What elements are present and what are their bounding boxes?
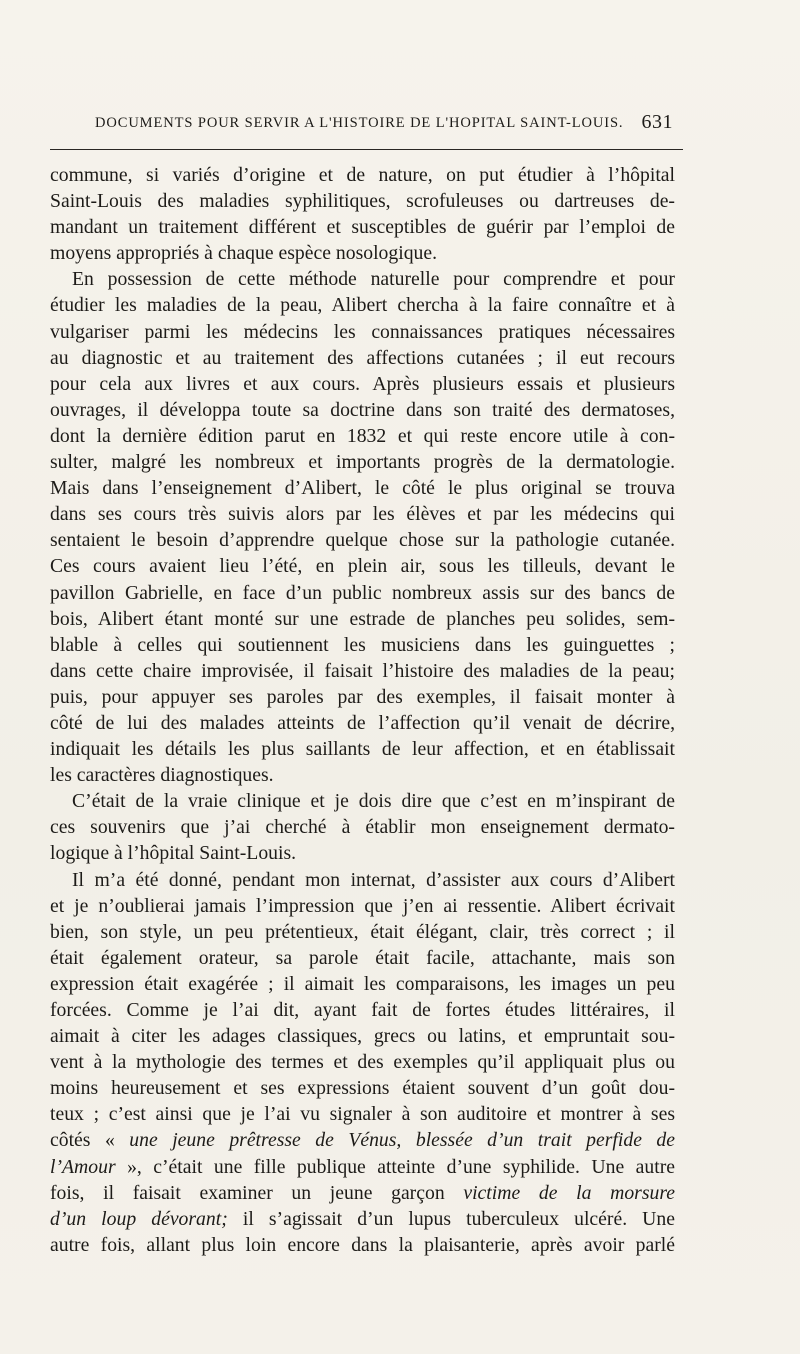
text-line: pour cela aux livres et aux cours. Après plusieurs essais et plusieurs: [50, 372, 675, 395]
text-line: autre fois, allant plus loin encore dans la plaisanterie, après avoir parlé: [50, 1233, 675, 1256]
text-line: étudier les maladies de la peau, Alibert chercha à la faire connaître et à: [50, 294, 675, 317]
italic-quote: victime de la morsure: [463, 1181, 675, 1204]
text-line: Saint-Louis des maladies syphilitiques, scrofuleuses ou dartreuses de-: [50, 190, 675, 213]
text-line: moins heureusement et ses expressions étaient souvent d’un goût dou-: [50, 1077, 675, 1100]
text-line: blable à celles qui soutiennent les musiciens dans les guinguettes ;: [50, 633, 675, 656]
text-line: mandant un traitement différent et susceptibles de guérir par l’emploi de: [50, 216, 675, 239]
text-line: ouvrages, il développa toute sa doctrine dans son traité des dermatoses,: [50, 398, 675, 421]
text-line: au diagnostic et au traitement des affections cutanées ; il eut recours: [50, 346, 675, 369]
text-line: indiquait les détails les plus saillants de leur affection, et en établissait: [50, 738, 675, 761]
text-line: sulter, malgré les nombreux et importants progrès de la dermatologie.: [50, 451, 675, 474]
text-line: [50, 1127, 675, 1153]
text-line: bien, son style, un peu prétentieux, était élégant, clair, très correct ; il: [50, 920, 675, 943]
text-line: dans ses cours très suivis alors par les élèves et par les médecins qui: [50, 503, 675, 526]
running-header-title: DOCUMENTS POUR SERVIR A L'HISTOIRE DE L'HOPITAL SAINT-LOUIS.: [95, 115, 624, 131]
body-text: [50, 162, 675, 1258]
text-line: les caractères diagnostiques.: [50, 764, 274, 787]
text-line: logique à l’hôpital Saint-Louis.: [50, 842, 297, 865]
text-line: commune, si variés d’origine et de nature, on put étudier à l’hôpital: [50, 164, 675, 186]
text-line: [50, 1206, 675, 1232]
text-line: Ces cours avaient lieu l’été, en plein air, sous les tilleuls, devant le: [50, 555, 675, 578]
running-header: [95, 111, 673, 133]
text-fragment: côtés «: [50, 1129, 130, 1152]
text-line: pavillon Gabrielle, en face d’un public nombreux assis sur des bancs de: [50, 581, 675, 604]
text-line: C’était de la vraie clinique et je dois dire que c’est en m’inspirant de: [72, 790, 675, 813]
text-line: vent à la mythologie des termes et des exemples qu’il appliquait plus ou: [50, 1051, 675, 1074]
text-line: Il m’a été donné, pendant mon internat, d’assister aux cours d’Alibert: [72, 868, 675, 891]
text-line: aimait à citer les adages classiques, grecs ou latins, et empruntait sou-: [50, 1025, 675, 1048]
text-line: bois, Alibert étant monté sur une estrade de planches peu solides, sem-: [50, 607, 675, 630]
text-line: ces souvenirs que j’ai cherché à établir mon enseignement dermato-: [50, 816, 675, 839]
italic-quote: d’un loup dévorant;: [50, 1207, 228, 1230]
text-line: En possession de cette méthode naturelle pour comprendre et pour: [72, 268, 675, 291]
text-line: Mais dans l’enseignement d’Alibert, le côté le plus original se trouva: [50, 477, 675, 500]
text-line: [50, 1154, 675, 1180]
italic-quote: l’Amour: [50, 1155, 116, 1178]
text-line: teux ; c’est ainsi que je l’ai vu signaler à son auditoire et montrer à ses: [50, 1103, 675, 1126]
text-line: vulgariser parmi les médecins les connaissances pratiques nécessaires: [50, 320, 675, 343]
text-line: côté de lui des malades atteints de l’affection qu’il venait de décrire,: [50, 711, 675, 734]
text-fragment: », c’était une fille publique atteinte d’une syphilide. Une autre: [115, 1155, 675, 1178]
text-line: expression était exagérée ; il aimait les comparaisons, les images un peu: [50, 972, 675, 995]
text-line: et je n’oublierai jamais l’impression que j’en ai ressentie. Alibert écrivait: [50, 894, 675, 917]
page-number: 631: [641, 111, 673, 133]
text-line: moyens appropriés à chaque espèce nosologique.: [50, 242, 438, 265]
text-line: puis, pour appuyer ses paroles par des exemples, il faisait monter à: [50, 685, 675, 708]
text-line: sentaient le besoin d’apprendre quelque chose sur la pathologie cutanée.: [50, 529, 675, 552]
text-line: dans cette chaire improvisée, il faisait l’histoire des maladies de la peau;: [50, 659, 675, 682]
text-fragment: il s’agissait d’un lupus tuberculeux ulcéré. Une: [227, 1207, 675, 1230]
italic-quote: une jeune prêtresse de Vénus, blessée d’un trait perfide de: [129, 1129, 675, 1152]
header-rule: [50, 149, 683, 150]
text-fragment: fois, il faisait examiner un jeune garçon: [50, 1181, 464, 1204]
text-line: était également orateur, sa parole était facile, attachante, mais son: [50, 946, 675, 969]
text-line: forcées. Comme je l’ai dit, ayant fait de fortes études littéraires, il: [50, 999, 675, 1021]
text-line: [50, 1180, 675, 1206]
text-line: dont la dernière édition parut en 1832 et qui reste encore utile à con-: [50, 424, 675, 447]
